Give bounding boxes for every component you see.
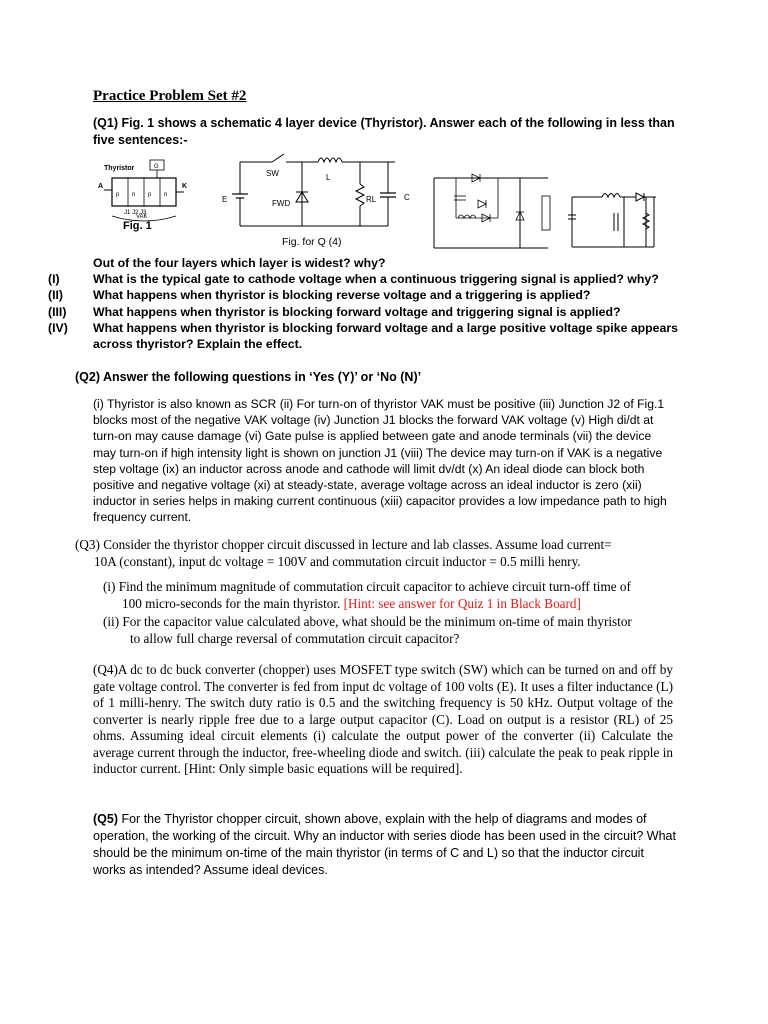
- figq4-caption: Fig. for Q (4): [282, 236, 342, 248]
- q2-body: (i) Thyristor is also known as SCR (ii) For turn-on of thyristor VAK must be positive (iii) Junction J2 of Fig.1 blocks most of the negative VAK voltage (iv) Junction J1 blocks the forward VAK voltage (v) High di/dt at turn-on may cause damage (vi) Gate pulse is applied between gate and anode terminals (vii) the device may turn-on if high intensity light is shown on junction J1 (viii) The device may turn-on if VAK is a negative step voltage (ix) an inductor across anode and cathode will limit dv/dt (x) An ideal diode can block both positive and negative voltage (xi) at steady-state, average voltage across an ideal inductor is zero (xii) inductor in series helps in making current continuous (xiii) capacitor provides a low impedance path to high frequency current.: [93, 397, 667, 525]
- l-label: L: [326, 173, 331, 182]
- junction-labels: J1 J2 J3: [124, 210, 147, 216]
- vak-label: VAK: [136, 214, 148, 220]
- rl-label: RL: [366, 195, 377, 204]
- mosfet-converter-figure: [566, 185, 661, 255]
- svg-text:p: p: [116, 192, 120, 198]
- q3-line2: 10A (constant), input dc voltage = 100V and commutation circuit inductor = 0.5 milli henry.: [94, 553, 581, 569]
- q3-part-2: [103, 614, 678, 647]
- q3-part1-line1: (i) Find the minimum magnitude of commutation circuit capacitor to achieve circuit turn-off time of: [103, 579, 631, 594]
- q3-hint: [Hint: see answer for Quiz 1 in Black Board]: [343, 595, 581, 611]
- q5-label: (Q5): [93, 812, 118, 826]
- buck-converter-figure: [210, 150, 420, 235]
- q3-part2-line1: (ii) For the capacitor value calculated above, what should be the minimum on-time of main thyristor: [103, 614, 632, 629]
- cathode-label: K: [182, 183, 188, 190]
- q1-heading: (Q1) Fig. 1 shows a schematic 4 layer device (Thyristor). Answer each of the following in less than five sentences:-: [93, 116, 675, 147]
- sw-label: SW: [266, 169, 279, 178]
- fig1-caption: Fig. 1: [123, 220, 152, 232]
- q1-question-list: [48, 255, 678, 352]
- q3-part-1: [103, 579, 678, 612]
- q1-first-question: Out of the four layers which layer is widest? why?: [93, 256, 386, 270]
- list-item: (III) What happens when thyristor is blocking forward voltage and triggering signal is applied?: [48, 304, 621, 319]
- list-item: (IV) What happens when thyristor is blocking forward voltage and a large positive voltage spike appears across thyristor? Explain the effect.: [48, 320, 678, 352]
- q2-heading: (Q2) Answer the following questions in ‘Yes (Y)’ or ‘No (N)’: [75, 370, 422, 384]
- thyristor-chopper-figure: [428, 168, 558, 253]
- gate-label: G: [154, 164, 159, 170]
- e-label: E: [222, 195, 228, 204]
- svg-text:p: p: [148, 192, 152, 198]
- list-item: (I) What is the typical gate to cathode voltage when a continuous triggering signal is applied? why?: [48, 272, 659, 287]
- list-item: (II) What happens when thyristor is blocking reverse voltage and a triggering is applied?: [48, 288, 591, 303]
- q3-part2-line2: to allow full charge reversal of commutation circuit capacitor?: [130, 630, 460, 646]
- c-label: C: [404, 193, 410, 202]
- anode-label: A: [98, 183, 104, 190]
- q5-question: [93, 811, 678, 879]
- svg-text:n: n: [132, 192, 136, 198]
- q5-text: For the Thyristor chopper circuit, shown above, explain with the help of diagrams and modes of operation, the working of the circuit. Why an inductor with series diode has been used in the circuit? What should be the minimum on-time of the main thyristor (in terms of C and L) so that the inductor circuit works as intended? Assume ideal devices.: [93, 812, 676, 877]
- q4-question: (Q4)A dc to dc buck converter (chopper) uses MOSFET type switch (SW) which can be turned on and off by gate voltage control. The converter is fed from input dc voltage of 100 volts (E). It uses a filter inductance (L) of 1 milli-henry. The switch duty ratio is 0.5 and the switching frequency is 50 kHz. Output voltage of the converter is nearly ripple free due to a large output capacitor (C). Load on output is a resistor (RL) of 25 ohms. Assuming ideal circuit elements (i) calculate the output power of the converter (ii) Calculate the average current through the inductor, free-wheeling diode and switch. (iii) calculate the peak to peak ripple in inductor current. [Hint: Only simple basic equations will be required].: [93, 662, 673, 776]
- fwd-label: FWD: [272, 199, 291, 208]
- q3-part1-line2: 100 micro-seconds for the main thyristor.: [122, 595, 341, 611]
- page-title: Practice Problem Set #2: [93, 88, 247, 104]
- q3-line1: (Q3) Consider the thyristor chopper circuit discussed in lecture and lab classes. Assume load current=: [75, 537, 612, 552]
- q3-question: [75, 537, 680, 570]
- svg-text:n: n: [164, 192, 168, 198]
- thyristor-label: Thyristor: [104, 165, 135, 172]
